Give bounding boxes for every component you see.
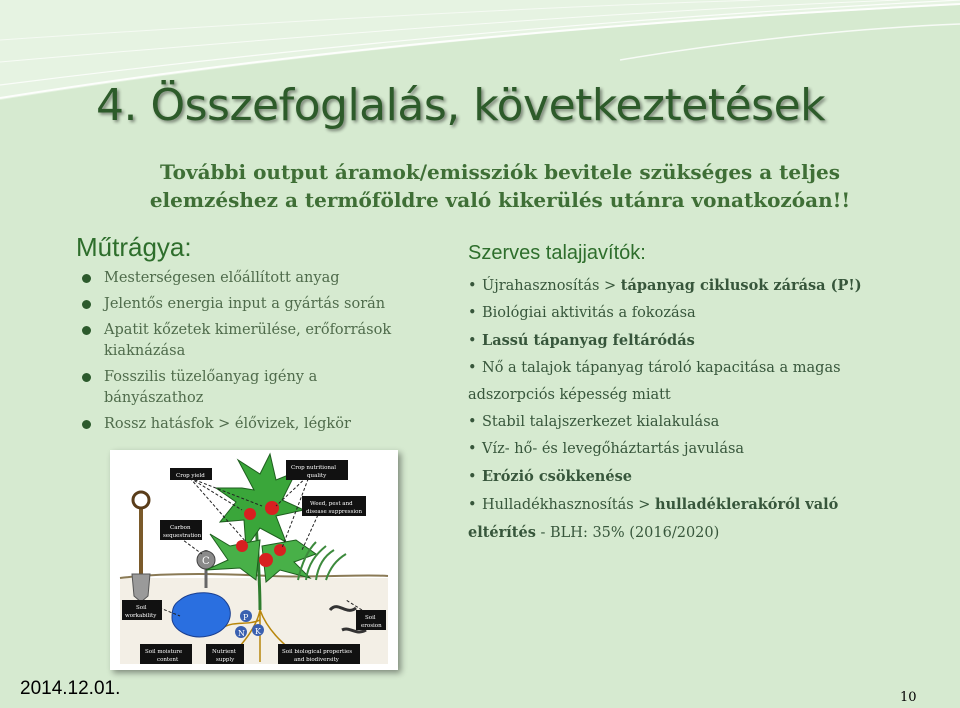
list-item: • Biológiai aktivitás a fokozása — [468, 305, 696, 321]
svg-text:disease suppression: disease suppression — [306, 509, 363, 515]
list-item-continuation: eltérítés - BLH: 35% (2016/2020) — [468, 524, 720, 541]
svg-text:Soil moisture: Soil moisture — [145, 649, 183, 655]
list-item: Apatit kőzetek kimerülése, erőforrások kiaknázása — [82, 320, 412, 362]
list-item: • Erózió csökkenése — [468, 468, 632, 485]
organic-amendments-list — [468, 272, 908, 547]
list-item: Jelentős energia input a gyártás során — [82, 294, 412, 315]
svg-text:and biodiversity: and biodiversity — [294, 657, 339, 663]
svg-text:P: P — [243, 613, 249, 622]
svg-text:content: content — [157, 657, 179, 663]
list-item-continuation: adszorpciós képesség miatt — [468, 387, 671, 403]
page-title: 4. Összefoglalás, következtetések — [96, 80, 826, 131]
svg-text:Nutrient: Nutrient — [212, 649, 236, 655]
fertilizer-list — [82, 268, 412, 440]
spade-icon — [132, 492, 150, 602]
list-item: • Víz- hő- és levegőháztartás javulása — [468, 441, 745, 457]
svg-text:Weed, pest and: Weed, pest and — [310, 501, 353, 507]
list-item: • Hulladékhasznosítás > hulladéklerakóról való — [468, 496, 839, 513]
list-item: • Stabil talajszerkezet kialakulása — [468, 414, 720, 430]
list-item: Rossz hatásfok > élővizek, légkör — [82, 414, 412, 435]
list-item: • Nő a talajok tápanyag tároló kapacitása a magas — [468, 360, 841, 376]
svg-text:erosion: erosion — [361, 623, 382, 629]
svg-text:Crop yield: Crop yield — [176, 473, 205, 479]
right-heading: Szerves talajjavítók: — [468, 242, 646, 264]
svg-text:quality: quality — [307, 473, 327, 479]
list-item: • Újrahasznosítás > tápanyag ciklusok zárása (P!) — [468, 277, 862, 294]
list-item: • Lassú tápanyag feltáródás — [468, 332, 695, 349]
svg-text:Soil: Soil — [136, 605, 147, 611]
svg-text:sequestration: sequestration — [163, 533, 202, 539]
svg-text:Crop nutritional: Crop nutritional — [291, 465, 336, 471]
svg-text:K: K — [255, 627, 261, 636]
svg-text:workability: workability — [125, 613, 157, 619]
svg-text:Soil: Soil — [365, 615, 376, 621]
list-item: Mesterségesen előállított anyag — [82, 268, 412, 289]
svg-text:Carbon: Carbon — [170, 525, 191, 531]
svg-text:N: N — [238, 629, 245, 638]
page-number: 10 — [900, 690, 917, 705]
soil-benefits-figure — [110, 450, 398, 670]
subtitle: További output áramok/emissziók bevitele szükséges a teljes elemzéshez a termőföldre való kikerülés utánra vonatkozóan!! — [149, 160, 851, 212]
list-item: Fosszilis tüzelőanyag igény a bányászathoz — [82, 367, 412, 409]
svg-text:Soil biological properties: Soil biological properties — [282, 649, 353, 655]
svg-text:supply: supply — [216, 657, 235, 663]
footer-date: 2014.12.01. — [20, 678, 121, 699]
left-heading: Műtrágya: — [76, 232, 192, 262]
svg-text:C: C — [202, 556, 210, 567]
